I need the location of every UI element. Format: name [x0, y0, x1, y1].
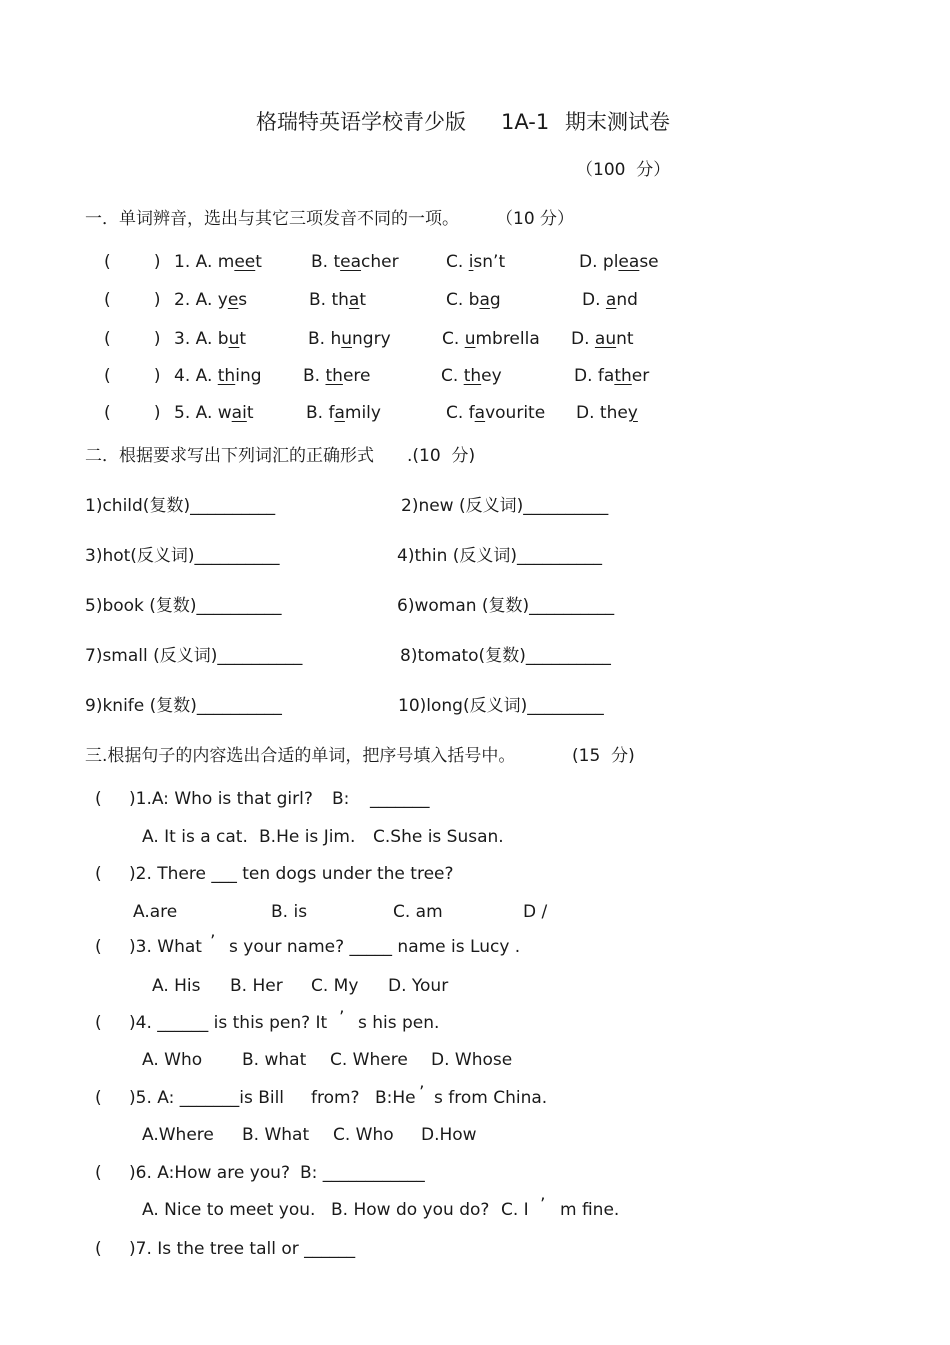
q2-option-c: C. am — [393, 902, 443, 922]
phonics-answer-paren: ( ) — [104, 290, 161, 310]
underlined-letters: ea — [618, 252, 640, 272]
q4-option-d: D. Whose — [431, 1050, 513, 1070]
phonics-option: D. aunt — [571, 329, 634, 349]
s2-item-3: 3)hot(反义词)__________ — [85, 546, 280, 566]
s2-item-8: 8)tomato(复数)__________ — [400, 646, 611, 666]
phonics-answer-paren: ( ) — [104, 366, 161, 386]
s2-item-7: 7)small (反义词)__________ — [85, 646, 303, 666]
q6-apostrophe: ’ — [540, 1195, 546, 1215]
underlined-letters: a — [474, 403, 486, 423]
phonics-answer-paren: ( ) — [104, 329, 161, 349]
q2-option-a: A.are — [133, 902, 178, 922]
q6-paren: ( — [95, 1163, 102, 1183]
q1-paren: ( — [95, 789, 102, 809]
q6-option-a: A. Nice to meet you. — [142, 1200, 316, 1220]
underlined-letters: au — [594, 329, 617, 349]
q7-paren: ( — [95, 1239, 102, 1259]
q5-option-b: B. What — [242, 1125, 310, 1145]
phonics-option: C. they — [441, 366, 502, 386]
phonics-option: B. family — [306, 403, 381, 423]
q6-option-c-rest: m fine. — [560, 1200, 620, 1220]
q2-option-d: D / — [523, 902, 548, 922]
s2-item-2: 2)new (反义词)__________ — [401, 496, 609, 516]
q7-question: )7. Is the tree tall or ______ — [129, 1239, 356, 1259]
q1-option-c: C.She is Susan. — [373, 827, 504, 847]
q1-option-b: B.He is Jim. — [259, 827, 356, 847]
q3-option-a: A. His — [152, 976, 201, 996]
total-score: （100 分） — [576, 160, 671, 180]
s2-item-1: 1)child(复数)__________ — [85, 496, 276, 516]
q3-option-c: C. My — [311, 976, 359, 996]
q4-paren: ( — [95, 1013, 102, 1033]
q5-question-part1: )5. A: _______is Bill — [129, 1088, 285, 1108]
phonics-option: B. teacher — [311, 252, 399, 272]
q3-question-part2: s your name? _____ name is Lucy . — [229, 937, 521, 957]
underlined-letters: th — [614, 366, 632, 386]
underlined-letters: i — [468, 252, 474, 272]
q1-question: )1.A: Who is that girl? — [129, 789, 313, 809]
phonics-option: C. favourite — [446, 403, 546, 423]
underlined-letters: th — [217, 366, 236, 386]
section3-points: (15 分) — [572, 746, 635, 766]
phonics-option: D. and — [582, 290, 638, 310]
q1-b-label: B: — [332, 789, 350, 809]
s2-item-5: 5)book (复数)__________ — [85, 596, 282, 616]
phonics-answer-paren: ( ) — [104, 403, 161, 423]
title-suffix: 期末测试卷 — [565, 110, 670, 134]
section3-heading: 三.根据句子的内容选出合适的单词，把序号填入括号中。 — [85, 746, 516, 766]
underlined-letters: ai — [231, 403, 247, 423]
s2-item-9: 9)knife (复数)__________ — [85, 696, 282, 716]
underlined-letters: u — [341, 329, 353, 349]
q4-option-b: B. what — [242, 1050, 307, 1070]
q1-option-a: A. It is a cat. — [142, 827, 248, 847]
q5-question-part4: s from China. — [434, 1088, 548, 1108]
phonics-option: D. please — [579, 252, 659, 272]
q6-question: )6. A:How are you? — [129, 1163, 290, 1183]
q4-option-c: C. Where — [330, 1050, 408, 1070]
phonics-option: D. they — [576, 403, 638, 423]
q4-option-a: A. Who — [142, 1050, 203, 1070]
test-code: 1A-1 — [501, 110, 550, 134]
q3-option-d: D. Your — [388, 976, 449, 996]
q6-b-label: B: ____________ — [300, 1163, 425, 1183]
underlined-letters: th — [325, 366, 343, 386]
phonics-option: C. bag — [446, 290, 501, 310]
q2-question: )2. There ___ ten dogs under the tree? — [129, 864, 454, 884]
underlined-letters: th — [463, 366, 482, 386]
underlined-letters: y — [627, 403, 638, 423]
underlined-letters: u — [228, 329, 240, 349]
q6-option-b: B. How do you do? — [331, 1200, 490, 1220]
q4-question-part2: s his pen. — [358, 1013, 440, 1033]
s2-item-6: 6)woman (复数)__________ — [397, 596, 615, 616]
phonics-option: C. umbrella — [442, 329, 540, 349]
q5-paren: ( — [95, 1088, 102, 1108]
q5-apostrophe: ’ — [419, 1083, 425, 1103]
underlined-letters: a — [348, 290, 360, 310]
underlined-letters: u — [464, 329, 476, 349]
phonics-option: 4. A. thing — [174, 366, 262, 386]
phonics-option: 3. A. but — [174, 329, 247, 349]
section1-heading: 一．单词辨音，选出与其它三项发音不同的一项。 — [85, 209, 459, 229]
underlined-letters: ee — [234, 252, 256, 272]
phonics-option: B. that — [309, 290, 367, 310]
q5-option-c: C. Who — [333, 1125, 394, 1145]
q3-paren: ( — [95, 937, 102, 957]
page-title: 格瑞特英语学校青少版 — [256, 110, 466, 134]
q5-option-d: D.How — [421, 1125, 477, 1145]
q5-option-a: A.Where — [142, 1125, 214, 1145]
q4-question-part1: )4. ______ is this pen? It — [129, 1013, 328, 1033]
phonics-option: 5. A. wait — [174, 403, 254, 423]
underlined-letters: a — [479, 290, 490, 310]
section2-points: .(10 分) — [407, 446, 476, 466]
q2-option-b: B. is — [271, 902, 308, 922]
phonics-option: 2. A. yes — [174, 290, 248, 310]
s2-item-10: 10)long(反义词)_________ — [398, 696, 604, 716]
phonics-option: B. there — [303, 366, 371, 386]
section2-heading: 二．根据要求写出下列词汇的正确形式 — [85, 446, 374, 466]
underlined-letters: a — [334, 403, 345, 423]
underlined-letters: a — [605, 290, 617, 310]
q3-apostrophe: ’ — [210, 932, 216, 952]
underlined-letters: e — [227, 290, 239, 310]
q5-question-part2: from? — [311, 1088, 360, 1108]
q4-apostrophe: ’ — [339, 1008, 345, 1028]
phonics-option: B. hungry — [308, 329, 391, 349]
q2-paren: ( — [95, 864, 102, 884]
q3-question-part1: )3. What — [129, 937, 202, 957]
q1-blank: _______ — [370, 789, 430, 809]
section1-points: （10 分） — [496, 209, 575, 229]
q6-option-c: C. I — [501, 1200, 529, 1220]
phonics-answer-paren: ( ) — [104, 252, 161, 272]
phonics-option: C. isn’t — [446, 252, 506, 272]
underlined-letters: ea — [340, 252, 362, 272]
q5-question-part3: B:He — [375, 1088, 416, 1108]
s2-item-4: 4)thin (反义词)__________ — [397, 546, 603, 566]
q3-option-b: B. Her — [230, 976, 283, 996]
phonics-option: 1. A. meet — [174, 252, 262, 272]
phonics-option: D. father — [574, 366, 650, 386]
